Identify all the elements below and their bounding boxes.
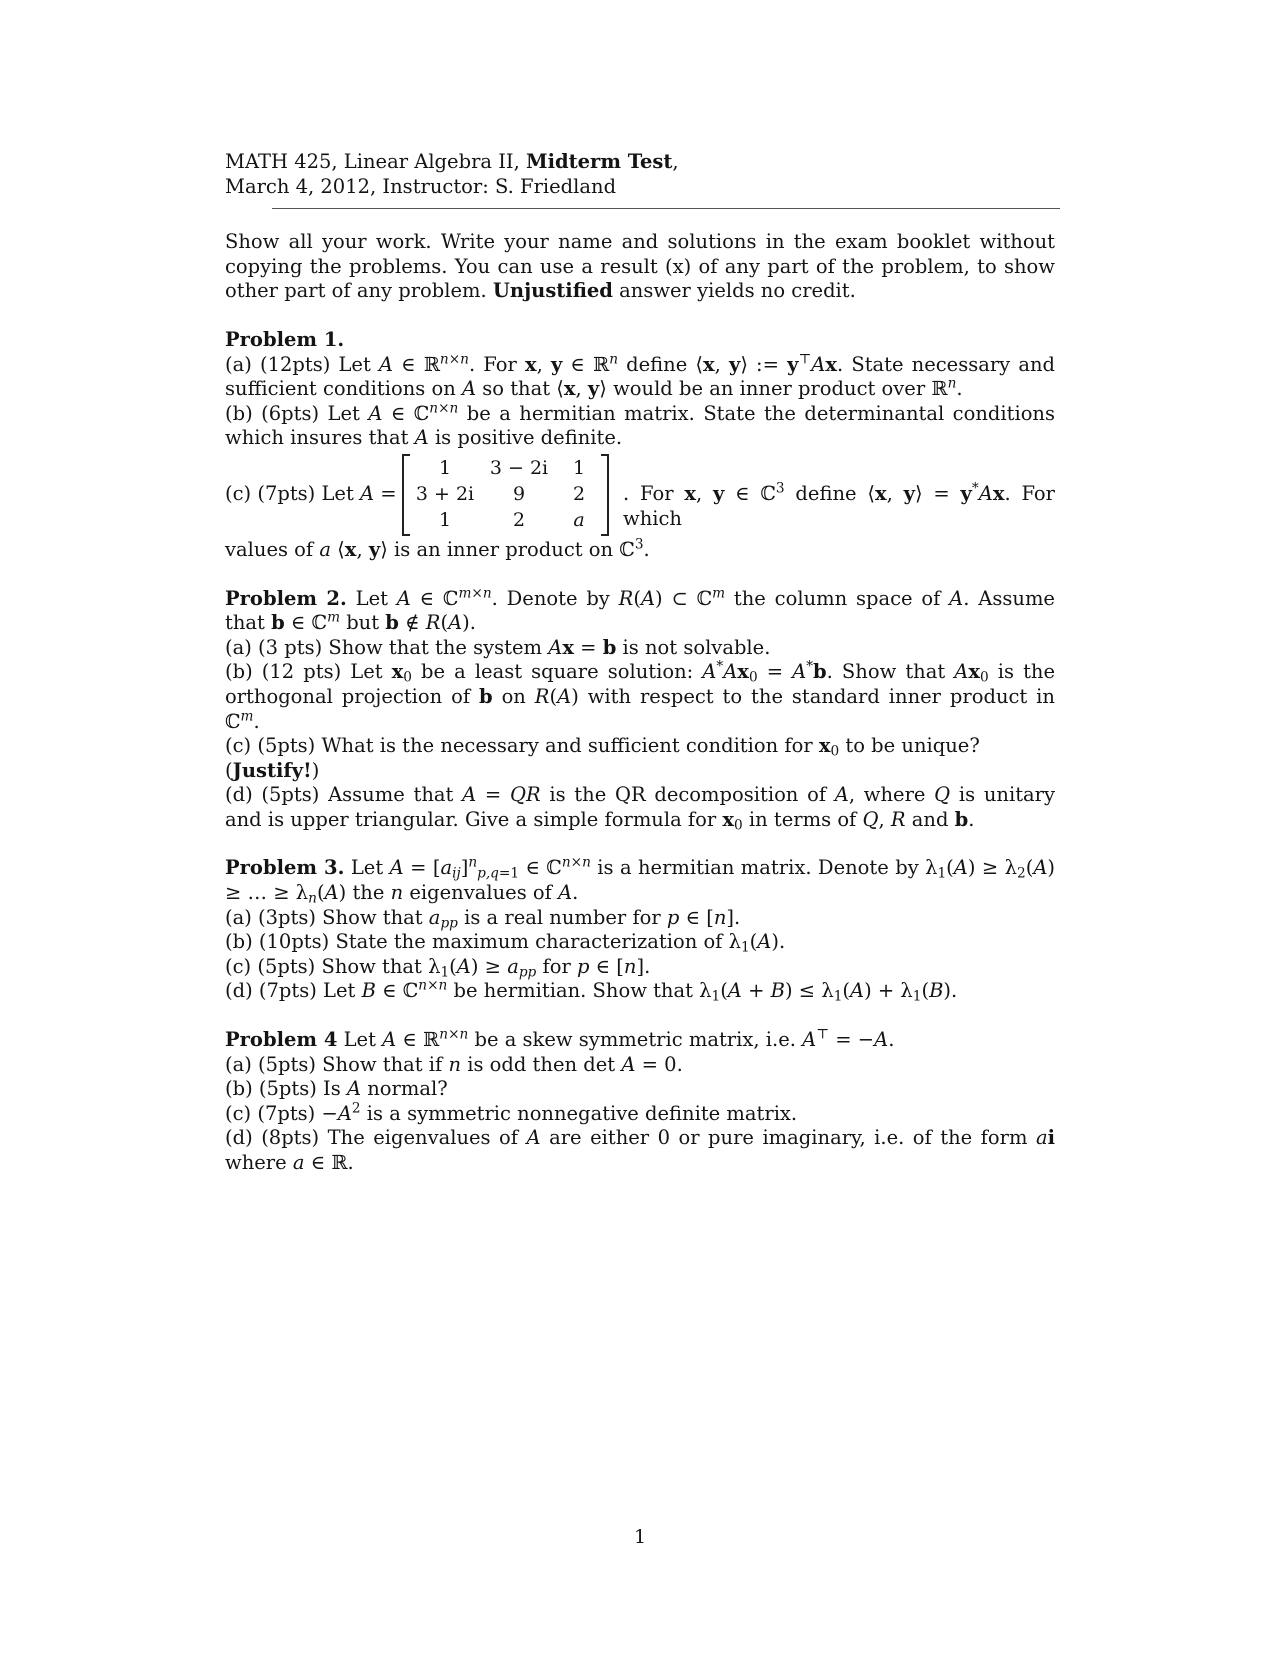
problem-3-a: (a) (3pts) Show that $a_{pp}$ is a real number for p ∈ [n].: [225, 905, 741, 932]
matrix-cell: 1: [438, 456, 452, 479]
header-rule: [272, 208, 1060, 209]
header-midterm: Midterm Test: [526, 150, 673, 173]
problem-4-a: (a) (5pts) Show that if n is odd then det A = 0.: [225, 1052, 683, 1076]
page-number: 1: [633, 1526, 647, 1548]
problem-3-b: (b) (10pts) State the maximum characterization of $\lambda_1(A)$.: [225, 930, 786, 956]
problem-4-intro: Problem 4 Let A ∈ ℝ$^{n\times n}$ be a skew symmetric matrix, i.e. A⊤ = −A.: [225, 1026, 895, 1052]
exam-page: [225, 150, 1055, 1176]
header-line-2: March 4, 2012, Instructor: S. Friedland: [225, 174, 617, 198]
problem-2-b: (b) (12 pts) Let $x_0$ be a least square solution: $A^*Ax_0 = A^*b$. Show that $Ax_0$ is the orthogonal projection of b on R(A) with respect to the standard inner product in ℂ$^m$.: [225, 658, 1056, 733]
problem-3-title: Problem 3.: [225, 856, 345, 880]
problem-4-d: (d) (8pts) The eigenvalues of A are either 0 or pure imaginary, i.e. of the form ai where a ∈ ℝ.: [225, 1126, 1055, 1174]
problem-1-b: (b) (6pts) Let A ∈ ℂ$^{n\times n}$ be a hermitian matrix. State the determinantal conditions which insures that A is positive definite.: [225, 400, 1055, 450]
matrix-cell: 1: [438, 508, 452, 531]
header-line-1: MATH 425, Linear Algebra II, Midterm Test,: [225, 150, 679, 173]
problem-2-title: Problem 2.: [225, 586, 347, 610]
problem-2-c: (c) (5pts) What is the necessary and sufficient condition for $x_0$ to be unique? (Justify!): [225, 734, 980, 782]
problem-1: [225, 328, 1055, 563]
problem-2: [225, 587, 1055, 833]
matrix-cell: 3 − 2i: [489, 456, 549, 479]
problem-2-d: (d) (5pts) Assume that A = QR is the QR decomposition of A, where Q is unitary and is upper triangular. Give a simple formula for $x_0$ in terms of Q, R and b.: [225, 783, 1055, 834]
exam-header: [225, 150, 1055, 199]
problem-4-b: (b) (5pts) Is A normal?: [225, 1077, 448, 1101]
matrix-cell: a: [573, 508, 585, 531]
problem-4-title: Problem 4: [225, 1028, 338, 1052]
matrix-cell: 3 + 2i: [415, 482, 475, 505]
problem-3-intro: Problem 3. Let $A = [a_{ij}]^n_{p,q=1}$ ∈ ℂ$^{n\times n}$ is a hermitian matrix. Denote by $\lambda_1(A) \ge \lambda_2(A)$ ≥ … ≥ $\lambda_n(A)$ the n eigenvalues of A.: [225, 854, 1056, 907]
matrix-a: [402, 454, 609, 534]
problem-4-c: (c) $(7pts) -A^2$ is a symmetric nonnegative definite matrix.: [225, 1100, 798, 1125]
problem-1-c: (c) (7pts) Let A = 1 3 − 2i 1 3 + 2i 9 2 1 2 a . For x, y ∈ ℂ$^3$ define ⟨x, y⟩ = y*Ax. For which: [225, 454, 1055, 535]
problem-3-c: (c) (5pts) Show that $\lambda_1(A) \ge a_{pp}$ for p ∈ [n].: [225, 954, 651, 981]
problem-1-title: Problem 1.: [225, 327, 345, 351]
matrix-cell: 9: [512, 482, 526, 505]
instructions: Show all your work. Write your name and solutions in the exam booklet without copying the problems. You can use a result (x) of any part of the problem, to show other part of any problem. Unjustified answer yields no credit.: [225, 230, 1055, 303]
problem-3: [225, 856, 1055, 1004]
matrix-cell: 2: [512, 508, 526, 531]
problem-2-a: (a) (3 pts) Show that the system Ax = b is not solvable.: [225, 635, 771, 659]
matrix-cell: 1: [572, 456, 586, 479]
problem-4: [225, 1028, 1055, 1176]
problem-3-d: (d) (7pts) Let B ∈ ℂ$^{n\times n}$ be hermitian. Show that $\lambda_1(A + B) \le \lambda_1(A) + \lambda_1(B)$.: [225, 977, 958, 1005]
matrix-cell: 2: [572, 482, 586, 505]
problem-2-intro: Problem 2. Let A ∈ ℂ$^{m\times n}$. Denote by R(A) ⊂ ℂ$^m$ the column space of A. Assume that b ∈ ℂ$^m$ but b ∉ R(A).: [225, 585, 1055, 635]
problem-1-a: (a) (12pts) Let A ∈ ℝ$^{n\times n}$. For x, y ∈ ℝ$^n$ define ⟨x, y⟩ := y⊤Ax. State necessary and sufficient conditions on A so that ⟨x, y⟩ would be an inner product over ℝ$^n$.: [225, 351, 1055, 401]
problem-1-c-line2: values of a ⟨x, y⟩ is an inner product on ℂ$^3$.: [225, 536, 650, 561]
